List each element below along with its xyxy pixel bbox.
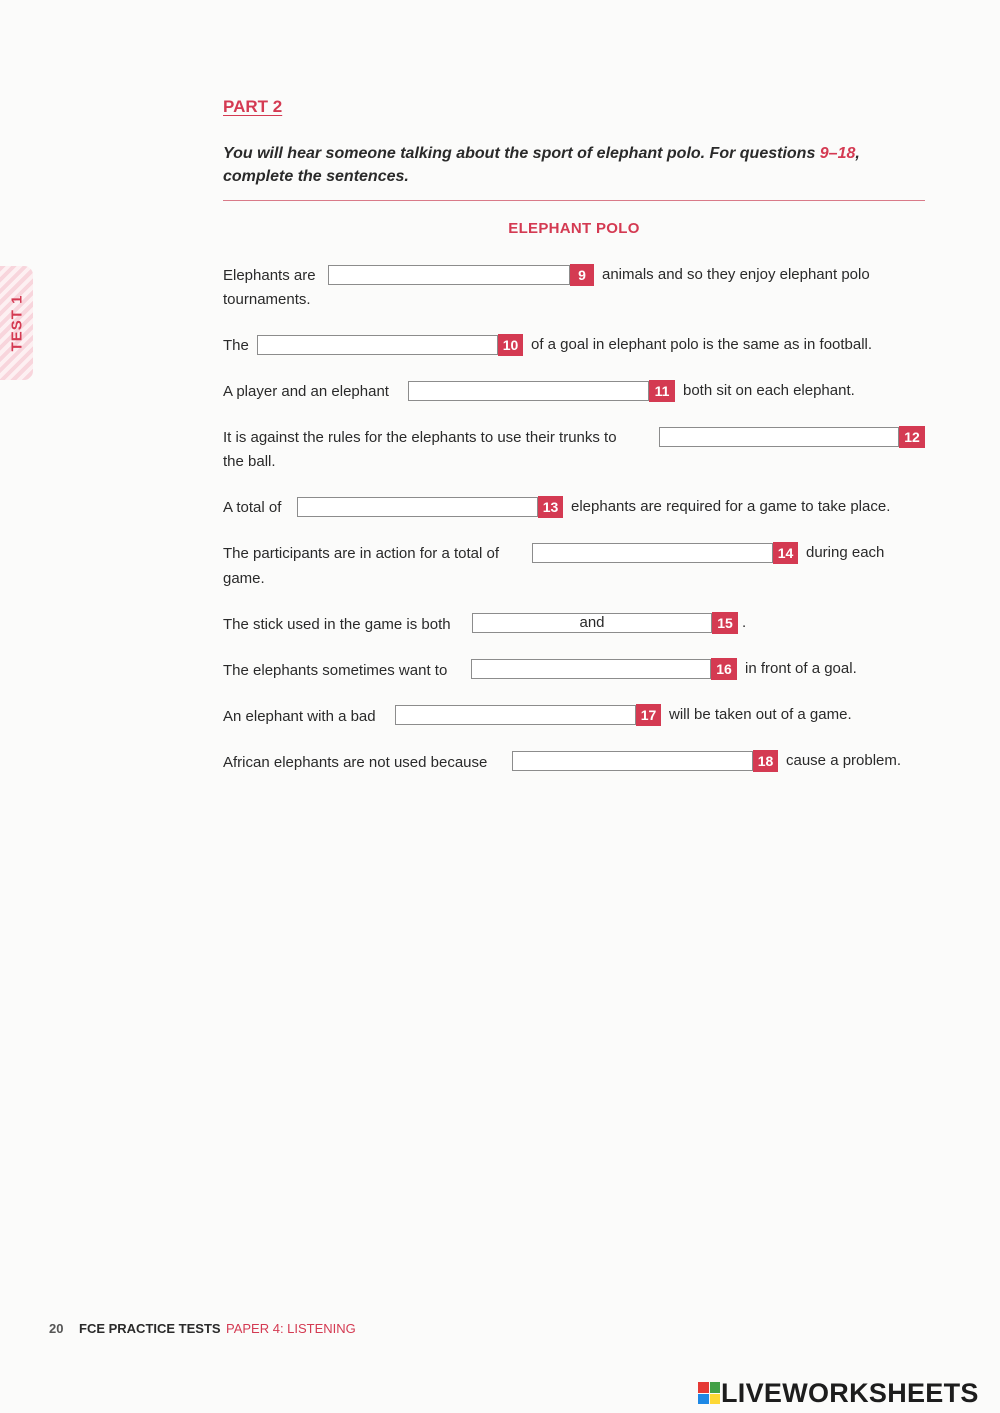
q17-after: will be taken out of a game. — [669, 706, 852, 723]
q18-answer-field[interactable] — [512, 751, 753, 771]
logo-square-blue — [698, 1394, 709, 1405]
q10-number-badge: 10 — [498, 334, 523, 356]
instructions-after: , complete the sentences. — [223, 145, 860, 185]
liveworksheets-logo-text: LIVEWORKSHEETS — [721, 1378, 979, 1408]
q9-line2: tournaments. — [223, 291, 311, 308]
q15-number-badge: 15 — [712, 612, 738, 634]
liveworksheets-logo-icon — [698, 1382, 720, 1404]
q9-before: Elephants are — [223, 267, 316, 284]
q13-number-badge: 13 — [538, 496, 563, 518]
q12-line2: the ball. — [223, 453, 276, 470]
q12-answer-field[interactable] — [659, 427, 899, 447]
q11-before: A player and an elephant — [223, 383, 389, 400]
q9-number-badge: 9 — [570, 264, 594, 286]
q18-before: African elephants are not used because — [223, 754, 488, 771]
q11-number-badge: 11 — [649, 380, 675, 402]
q14-answer-field[interactable] — [532, 543, 773, 563]
q11-after: both sit on each elephant. — [683, 382, 855, 399]
q15-after: . — [742, 614, 747, 631]
q17-number-badge: 17 — [636, 704, 661, 726]
divider — [223, 200, 925, 201]
paper-title: PAPER 4: LISTENING — [226, 1321, 356, 1336]
book-title: FCE PRACTICE TESTS — [79, 1321, 221, 1336]
q9-answer-field[interactable] — [328, 265, 570, 285]
q16-after: in front of a goal. — [745, 660, 857, 677]
q10-after: of a goal in elephant polo is the same as in football. — [531, 336, 873, 353]
q10-before: The — [223, 337, 249, 354]
q14-number-badge: 14 — [773, 542, 798, 564]
q10-answer-field[interactable] — [257, 335, 498, 355]
q15-before: The stick used in the game is both — [223, 616, 451, 633]
q14-line2: game. — [223, 570, 265, 587]
logo-square-red — [698, 1382, 709, 1393]
q15-answer-field[interactable]: and — [472, 613, 712, 633]
q16-answer-field[interactable] — [471, 659, 711, 679]
logo-square-green — [710, 1382, 721, 1393]
q16-before: The elephants sometimes want to — [223, 662, 448, 679]
section-title: ELEPHANT POLO — [508, 220, 640, 237]
logo-square-yellow — [710, 1394, 721, 1405]
q12-number-badge: 12 — [899, 426, 925, 448]
q9-after: animals and so they enjoy elephant polo — [602, 266, 870, 283]
q12-before: It is against the rules for the elephants to use their trunks to — [223, 429, 617, 446]
page-number: 20 — [49, 1321, 64, 1336]
q13-answer-field[interactable] — [297, 497, 538, 517]
q13-before: A total of — [223, 499, 282, 516]
q14-before: The participants are in action for a total of — [223, 545, 499, 562]
side-tab — [0, 266, 33, 380]
q18-after: cause a problem. — [786, 752, 902, 769]
part-title: PART 2 — [223, 97, 283, 116]
q17-answer-field[interactable] — [395, 705, 636, 725]
q14-after: during each — [806, 544, 885, 561]
q17-before: An elephant with a bad — [223, 708, 376, 725]
q13-after: elephants are required for a game to take place. — [571, 498, 891, 515]
instructions-before: You will hear someone talking about the sport of elephant polo. For questions — [223, 145, 820, 162]
q11-answer-field[interactable] — [408, 381, 649, 401]
question-range: 9–18 — [819, 145, 856, 162]
instructions — [223, 142, 928, 188]
side-tab-label: TEST 1 — [8, 294, 25, 352]
q18-number-badge: 18 — [753, 750, 778, 772]
q16-number-badge: 16 — [711, 658, 737, 680]
